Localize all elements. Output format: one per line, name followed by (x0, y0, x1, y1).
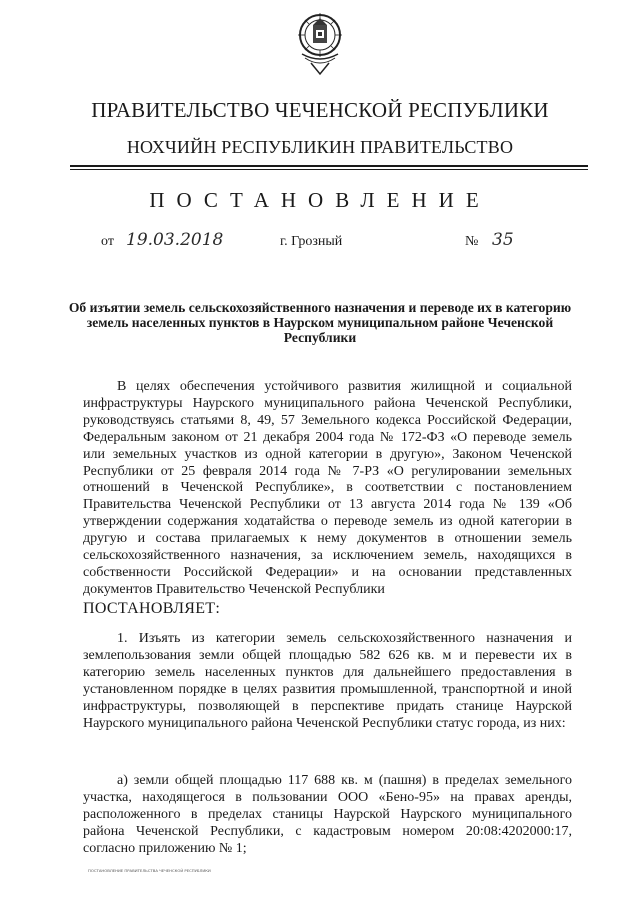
item-1-paragraph: 1. Изъять из категории земель сельскохозяйственного назначения и землепользования земли общей площадью 582 626 кв. м и перевести их в категорию земель населенных пунктов для дальнейшего предоставления в установленном порядке в целях развития промышленной, транспортной и иной инфраструктуры, позволяющей в перспективе придать станице Наурской Наурского муниципального района Чеченской Республики статус города, из них: (83, 631, 572, 731)
header-divider-thin (70, 169, 588, 170)
decree-heading: ПОСТАНОВЛЯЕТ: (83, 600, 221, 617)
government-title-ru: ПРАВИТЕЛЬСТВО ЧЕЧЕНСКОЙ РЕСПУБЛИКИ (91, 98, 549, 122)
number-prefix: № (465, 234, 479, 249)
document-date: 19.03.2018 (126, 230, 224, 250)
footer-microtext: ПОСТАНОВЛЕНИЕ ПРАВИТЕЛЬСТВА ЧЕЧЕНСКОЙ РЕСПУБЛИКИ (88, 868, 211, 873)
document-type: ПОСТАНОВЛЕНИЕ (149, 188, 491, 212)
preamble-paragraph: В целях обеспечения устойчивого развития жилищной и социальной инфраструктуры Наурского муниципального района Чеченской Республики, руководствуясь статьями 8, 49, 57 Земельного кодекса Российской Федерации, Федеральным законом от 21 декабря 2004 года № 172-ФЗ «О переводе земель или земельных участков из одной категории в другую», Законом Чеченской Республики от 25 февраля 2014 года № 7-РЗ «О регулировании земельных отношений в Чеченской Республике», в соответствии с постановлением Правительства Чеченской Республики от 13 августа 2014 года № 139 «Об утверждении содержания ходатайства о переводе земель из одной категории в другую и состава прилагаемых к нему документов в отношении земель сельскохозяйственного назначения, за исключением земель, находящихся в собственности Российской Федерации» и на основании представленных документов Правительство Чеченской Республики (83, 379, 572, 597)
item-1a-paragraph: а) земли общей площадью 117 688 кв. м (пашня) в пределах земельного участка, находящегося в пользовании ООО «Бено-95» на правах аренды, расположенного в пределах станицы Наурской Наурского муниципального района Чеченской Республики, с кадастровым номером 20:08:4202000:17, согласно приложению № 1; (83, 773, 572, 856)
header-divider-thick (70, 165, 588, 167)
government-title-ce: НОХЧИЙН РЕСПУБЛИКИН ПРАВИТЕЛЬСТВО (126, 137, 514, 157)
document-meta-row (0, 230, 640, 254)
date-prefix: от (101, 234, 114, 249)
document-city: г. Грозный (280, 234, 343, 249)
document-subject: Об изъятии земель сельскохозяйственного назначения и переводе их в категорию земель населенных пунктов в Наурском муниципальном районе Чеченской Республики (68, 300, 572, 345)
chechen-republic-emblem-icon (297, 8, 343, 78)
document-number: 35 (492, 230, 514, 250)
